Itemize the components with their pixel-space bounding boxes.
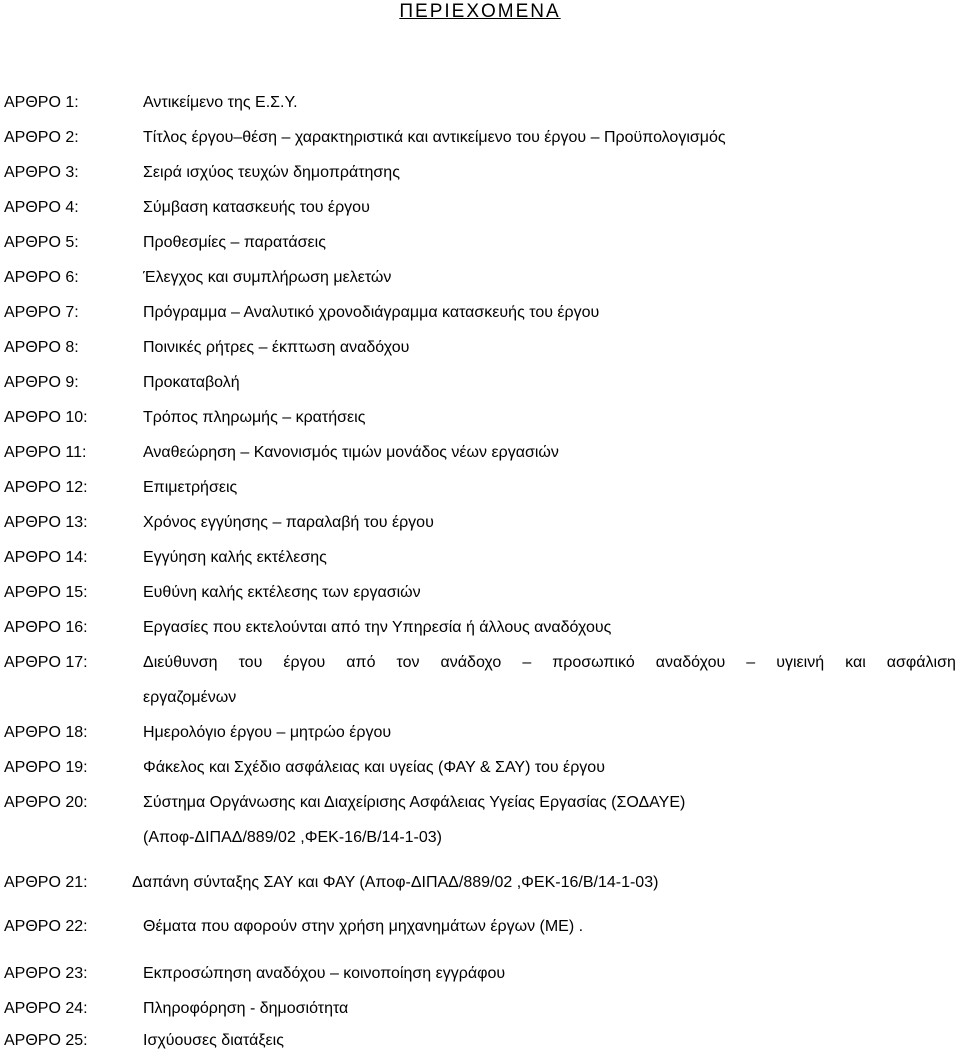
article-label: ΑΡΘΡΟ 1: xyxy=(4,94,79,111)
article-label: ΑΡΘΡΟ 6: xyxy=(4,269,79,286)
toc-row-24 xyxy=(4,992,956,1026)
article-label: ΑΡΘΡΟ 23: xyxy=(4,965,88,982)
article-label: ΑΡΘΡΟ 19: xyxy=(4,759,88,776)
article-title: Σύμβαση κατασκευής του έργου xyxy=(143,199,370,216)
word: από xyxy=(346,654,376,671)
word: και xyxy=(845,654,866,671)
article-label: ΑΡΘΡΟ 13: xyxy=(4,514,88,531)
toc-row-17-cont xyxy=(4,681,956,715)
article-label: ΑΡΘΡΟ 12: xyxy=(4,479,88,496)
toc-row-12 xyxy=(4,471,956,505)
word: – xyxy=(522,654,532,671)
article-label: ΑΡΘΡΟ 20: xyxy=(4,794,88,811)
toc-row-14 xyxy=(4,541,956,575)
word: υγιεινή xyxy=(776,654,825,671)
article-label: ΑΡΘΡΟ 25: xyxy=(4,1032,88,1049)
article-title: Προθεσμίες – παρατάσεις xyxy=(143,234,326,251)
article-label: ΑΡΘΡΟ 18: xyxy=(4,724,88,741)
toc-row-6 xyxy=(4,261,956,295)
toc-row-3 xyxy=(4,156,956,190)
toc-row-10 xyxy=(4,401,956,435)
article-label: ΑΡΘΡΟ 24: xyxy=(4,1000,88,1017)
article-title: Σειρά ισχύος τευχών δημοπράτησης xyxy=(143,164,400,181)
word: – xyxy=(746,654,756,671)
article-title: Εκπροσώπηση αναδόχου – κοινοποίηση εγγράφου xyxy=(143,965,506,982)
article-title: Χρόνος εγγύησης – παραλαβή του έργου xyxy=(143,514,434,531)
word: προσωπικό xyxy=(552,654,635,671)
article-title: Εργασίες που εκτελούνται από την Υπηρεσία ή άλλους αναδόχους xyxy=(143,619,612,636)
toc-row-13 xyxy=(4,506,956,540)
article-label: ΑΡΘΡΟ 7: xyxy=(4,304,79,321)
toc-row-2 xyxy=(4,121,956,155)
word: αναδόχου xyxy=(655,654,726,671)
word: του xyxy=(238,654,263,671)
word: τον xyxy=(396,654,420,671)
toc-row-25 xyxy=(4,1024,956,1058)
article-label: ΑΡΘΡΟ 10: xyxy=(4,409,88,426)
toc-row-23 xyxy=(4,957,956,991)
article-title: Αναθεώρηση – Κανονισμός τιμών μονάδος νέων εργασιών xyxy=(143,444,559,461)
article-title: Ημερολόγιο έργου – μητρώο έργου xyxy=(143,724,392,741)
article-title: Αντικείμενο της Ε.Σ.Υ. xyxy=(143,94,298,111)
article-title: Σύστημα Οργάνωσης και Διαχείρισης Ασφάλειας Υγείας Εργασίας (ΣΟΔΑΥΕ) xyxy=(143,794,686,811)
word: ανάδοχο xyxy=(440,654,502,671)
toc-row-20-cont xyxy=(4,821,956,855)
toc-row-16 xyxy=(4,611,956,645)
article-title-continuation: εργαζομένων xyxy=(143,689,237,706)
article-title: Εγγύηση καλής εκτέλεσης xyxy=(143,549,327,566)
toc-row-1 xyxy=(4,86,956,120)
article-title: Ευθύνη καλής εκτέλεσης των εργασιών xyxy=(143,584,421,601)
toc-row-22 xyxy=(4,910,956,944)
article-title: Τρόπος πληρωμής – κρατήσεις xyxy=(143,409,366,426)
article-label: ΑΡΘΡΟ 21: xyxy=(4,874,88,891)
toc-row-21 xyxy=(4,866,956,900)
article-label: ΑΡΘΡΟ 17: xyxy=(4,654,88,671)
word: ασφάλιση xyxy=(886,654,956,671)
article-title: Τίτλος έργου–θέση – χαρακτηριστικά και αντικείμενο του έργου – Προϋπολογισμός xyxy=(143,129,726,146)
article-title: Ποινικές ρήτρες – έκπτωση αναδόχου xyxy=(143,339,410,356)
article-label: ΑΡΘΡΟ 22: xyxy=(4,918,88,935)
article-title-continuation: (Αποφ-ΔΙΠΑΔ/889/02 ,ΦΕΚ-16/Β/14-1-03) xyxy=(143,829,443,846)
toc-row-7 xyxy=(4,296,956,330)
toc-row-20 xyxy=(4,786,956,820)
page-title: ΠΕΡΙΕΧΟΜΕΝΑ xyxy=(399,1,561,22)
article-title: Δαπάνη σύνταξης ΣΑΥ και ΦΑΥ (Αποφ-ΔΙΠΑΔ/889/02 ,ΦΕΚ-16/Β/14-1-03) xyxy=(132,874,659,891)
article-title: Προκαταβολή xyxy=(143,374,240,391)
word: έργου xyxy=(283,654,326,671)
article-label: ΑΡΘΡΟ 16: xyxy=(4,619,88,636)
toc-row-18 xyxy=(4,716,956,750)
toc-row-4 xyxy=(4,191,956,225)
toc-row-11 xyxy=(4,436,956,470)
article-title: Φάκελος και Σχέδιο ασφάλειας και υγείας (ΦΑΥ & ΣΑΥ) του έργου xyxy=(143,759,605,776)
article-label: ΑΡΘΡΟ 15: xyxy=(4,584,88,601)
article-title: Ισχύουσες διατάξεις xyxy=(143,1032,284,1049)
article-label: ΑΡΘΡΟ 14: xyxy=(4,549,88,566)
article-title: Πληροφόρηση - δημοσιότητα xyxy=(143,1000,349,1017)
article-label: ΑΡΘΡΟ 11: xyxy=(4,444,87,461)
article-label: ΑΡΘΡΟ 2: xyxy=(4,129,79,146)
article-title: Επιμετρήσεις xyxy=(143,479,238,496)
article-label: ΑΡΘΡΟ 5: xyxy=(4,234,79,251)
toc-row-8 xyxy=(4,331,956,365)
article-label: ΑΡΘΡΟ 9: xyxy=(4,374,79,391)
article-title: Πρόγραμμα – Αναλυτικό χρονοδιάγραμμα κατασκευής του έργου xyxy=(143,304,600,321)
toc-row-5 xyxy=(4,226,956,260)
toc-row-9 xyxy=(4,366,956,400)
article-title-justified xyxy=(143,646,956,680)
article-title: Θέματα που αφορούν στην χρήση μηχανημάτων έργων (ΜΕ) . xyxy=(143,918,584,935)
article-title: Έλεγχος και συμπλήρωση μελετών xyxy=(143,269,392,286)
toc-row-15 xyxy=(4,576,956,610)
word: Διεύθυνση xyxy=(143,654,218,671)
toc-row-17 xyxy=(4,646,956,680)
article-label: ΑΡΘΡΟ 8: xyxy=(4,339,79,356)
toc-row-19 xyxy=(4,751,956,785)
article-label: ΑΡΘΡΟ 3: xyxy=(4,164,79,181)
article-label: ΑΡΘΡΟ 4: xyxy=(4,199,79,216)
